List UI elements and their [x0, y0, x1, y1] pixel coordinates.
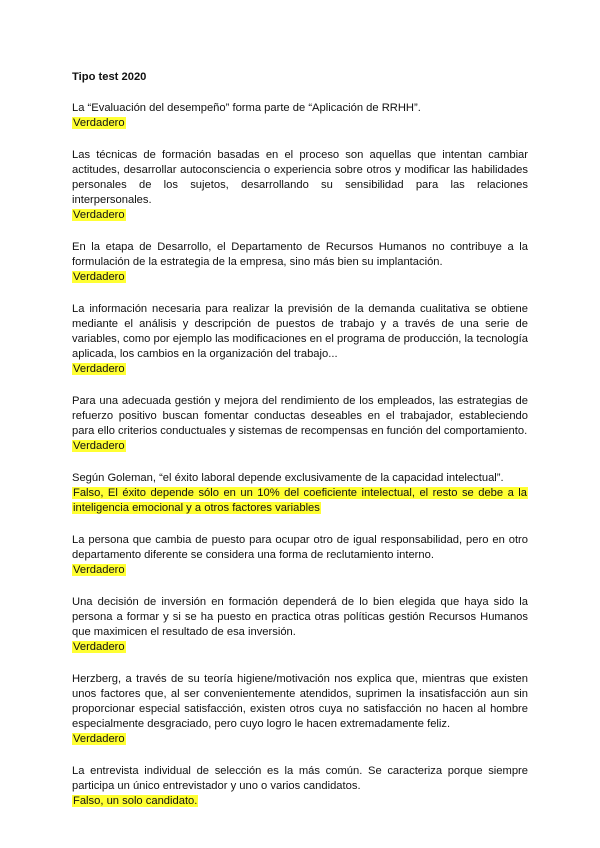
question-item — [72, 394, 528, 454]
answer-highlight: Verdadero — [73, 363, 125, 375]
question-item — [72, 471, 528, 516]
question-item — [72, 672, 528, 747]
question-text: Herzberg, a través de su teoría higiene/motivación nos explica que, mientras que existen unos factores que, al ser convenientemente atendidos, suprimen la insatisfacción aun sin proporcionar especial satisfacción, existen otros cuya no satisfacción no hacen al hombre especialmente desgraciado, pero cuyo logro le hacen extremadamente feliz. — [72, 673, 528, 730]
document-page — [72, 70, 528, 826]
question-text: La persona que cambia de puesto para ocupar otro de igual responsabilidad, pero en otro departamento diferente se considera una forma de reclutamiento interno. — [72, 534, 528, 561]
answer-highlight: Verdadero — [73, 209, 125, 221]
answer-highlight: Verdadero — [73, 440, 125, 452]
question-text: Según Goleman, “el éxito laboral depende exclusivamente de la capacidad intelectual”. — [72, 472, 504, 484]
answer-highlight: Verdadero — [73, 271, 125, 283]
question-item — [72, 240, 528, 285]
answer-highlight: Verdadero — [73, 641, 125, 653]
question-item — [72, 764, 528, 809]
document-title: Tipo test 2020 — [72, 71, 147, 83]
question-text: La información necesaria para realizar la previsión de la demanda cualitativa se obtiene mediante el análisis y descripción de puestos de trabajo y a través de una serie de variables, como por ejemplo las modificaciones en el programa de producción, la tecnología aplicada, los cambios en la organización del trabajo... — [72, 303, 528, 360]
question-text: En la etapa de Desarrollo, el Departamento de Recursos Humanos no contribuye a la formulación de la estrategia de la empresa, sino más bien su implantación. — [72, 241, 528, 268]
answer-highlight: Verdadero — [73, 564, 125, 576]
question-text: Una decisión de inversión en formación dependerá de lo bien elegida que haya sido la persona a formar y si se ha puesto en practica otras políticas gestión Recursos Humanos que maximicen el resultado de esa inversión. — [72, 596, 528, 638]
question-item — [72, 302, 528, 377]
question-text: Las técnicas de formación basadas en el proceso son aquellas que intentan cambiar actitudes, desarrollar autoconsciencia o experiencia sobre otros y modificar las habilidades personales de los sujetos, desarrollando su sensibilidad para las relaciones interpersonales. — [72, 149, 528, 206]
question-text: Para una adecuada gestión y mejora del rendimiento de los empleados, las estrategias de refuerzo positivo buscan fomentar conductas deseables en el trabajador, estableciendo para ello criterios conductuales y sistemas de recompensas en función del comportamiento. — [72, 395, 528, 437]
answer-highlight: Verdadero — [73, 117, 125, 129]
question-text: La entrevista individual de selección es la más común. Se caracteriza porque siempre participa un único entrevistador y uno o varios candidatos. — [72, 765, 528, 792]
answer-highlight: Verdadero — [73, 733, 125, 745]
question-text: La “Evaluación del desempeño” forma parte de “Aplicación de RRHH”. — [72, 102, 421, 114]
question-item — [72, 595, 528, 655]
question-item — [72, 533, 528, 578]
answer-highlight: Falso, El éxito depende sólo en un 10% del coeficiente intelectual, el resto se debe a la inteligencia emocional y a otros factores variables — [73, 487, 527, 514]
answer-highlight: Falso, un solo candidato. — [73, 795, 198, 807]
question-item — [72, 101, 528, 131]
question-item — [72, 148, 528, 223]
